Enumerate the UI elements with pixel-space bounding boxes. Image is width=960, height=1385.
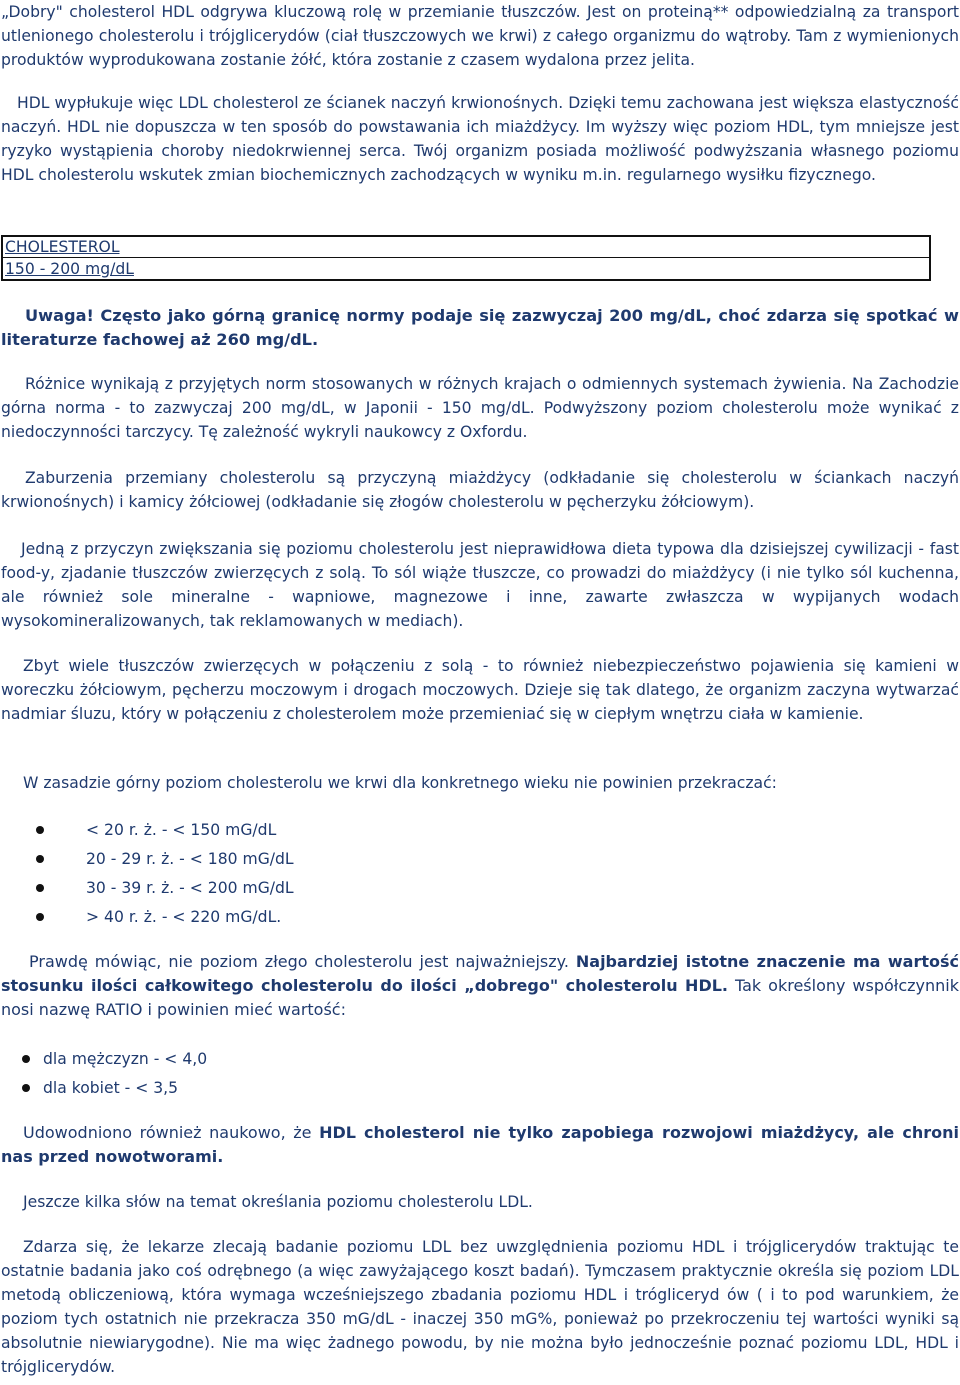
list-item: < 20 r. ż. - < 150 mG/dL [1, 816, 959, 845]
bullet-icon [36, 855, 44, 863]
disorders-text: Zaburzenia przemiany cholesterolu są przyczyną miażdżycy (odkładanie się cholesterolu w ściankach naczyń krwionośnych) i kamicy żółciowej (odkładanie się złogów cholesterolu w pęcherzyku żółciowym). [1, 469, 959, 511]
age-limits-list [1, 816, 959, 932]
warning-paragraph [1, 304, 959, 352]
hdl-paragraph [1, 91, 959, 187]
upper-level-text: W zasadzie górny poziom cholesterolu we krwi dla konkretnego wieku nie powinien przekraczać: [23, 774, 777, 792]
tumor-paragraph [1, 1121, 959, 1169]
ratio-list [1, 1045, 959, 1103]
ldl-heading-paragraph [1, 1190, 959, 1214]
fats-text: Zbyt wiele tłuszczów zwierzęcych w połączeniu z solą - to również niebezpieczeństwo pojawienia się kamieni w woreczku żółciowym, pęcherzu moczowym i drogach moczowych. Dzieje się tak dlatego, że organizm zaczyna wytwarzać nadmiar śluzu, który w połączeniu z cholesterolem może przemieniać się w ciepłym wnętrzu ciała w kamienie. [1, 657, 959, 723]
bullet-icon [36, 826, 44, 834]
ldl-paragraph [1, 1235, 959, 1379]
hdl-text: HDL wypłukuje więc LDL cholesterol ze ścianek naczyń krwionośnych. Dzięki temu zachowana jest większa elastyczność naczyń. HDL nie dopuszcza w ten sposób do powstawania ich miażdżycy. Im wyższy więc poziom HDL, tym mniejsze jest ryzyko wystąpienia choroby niedokrwiennej serca. Twój organizm posiada możliwość podwyższania własnego poziomu HDL cholesterolu wskutek zmian biochemicznych zachodzących w wyniku m.in. regularnego wysiłku fizycznego. [1, 94, 959, 184]
differences-text: Różnice wynikają z przyjętych norm stosowanych w różnych krajach o odmiennych systemach żywienia. Na Zachodzie górna norma - to zazwyczaj 200 mg/dL, w Japonii - 150 mg/dL. Podwyższony poziom cholesterolu może wynikać z niedoczynności tarczycy. Tę zależność wykryli naukowcy z Oxfordu. [1, 375, 959, 441]
list-item: 30 - 39 r. ż. - < 200 mG/dL [1, 874, 959, 903]
bullet-icon [22, 1055, 30, 1063]
disorders-paragraph [1, 466, 959, 514]
cholesterol-header: CHOLESTEROL [5, 238, 120, 256]
bullet-icon [36, 884, 44, 892]
tumor-intro: Udowodniono również naukowo, że [23, 1123, 320, 1142]
cholesterol-table [1, 235, 931, 281]
diet-paragraph [1, 537, 959, 633]
bullet-icon [36, 913, 44, 921]
list-item: > 40 r. ż. - < 220 mG/dL. [1, 903, 959, 932]
ldl-text: Zdarza się, że lekarze zlecają badanie poziomu LDL bez uwzględnienia poziomu HDL i trójglicerydów traktując te ostatnie badania jako coś odrębnego (a więc zawyżającego koszt badań). Tymczasem praktycznie określa się poziom LDL metodą obliczeniową, która wymaga wcześniejszego zbadania poziomu HDL i trógliceryd ów ( i to pod warunkiem, że poziom tych ostatnich nie przekracza 350 mG/dL - inaczej 350 mG%, ponieważ po przekroczeniu tej wartości wyniki są absolutnie niewiarygodne). Nie ma więc żadnego powodu, by nie można było jednocześnie poznać poziomu LDL, HDL i trójglicerydów. [1, 1238, 959, 1376]
ratio-emphasis: Najbardziej istotne znaczenie ma wartość stosunku ilości całkowitego cholesterolu do ilości „dobrego" cholesterolu HDL. [1, 952, 959, 995]
bullet-icon [22, 1084, 30, 1092]
warning-text: Często jako górną granicę normy podaje się zazwyczaj 200 mg/dL, choć zdarza się spotkać w literaturze fachowej aż 260 mg/dL. [1, 306, 959, 349]
intro-paragraph [1, 0, 959, 72]
ldl-heading-text: Jeszcze kilka słów na temat określania poziomu cholesterolu LDL. [23, 1193, 533, 1211]
ratio-tail: Tak określony współczynnik nosi nazwę RATIO i powinien mieć wartość: [1, 976, 960, 1019]
upper-level-paragraph [1, 771, 959, 795]
table-divider [3, 257, 929, 258]
intro-text: „Dobry" cholesterol HDL odgrywa kluczową rolę w przemianie tłuszczów. Jest on proteiną** odpowiedzialną za transport utlenionego cholesterolu i trójglicerydów (ciał tłuszczowych we krwi) z całego organizmu do wątroby. Tam z wymienionych produktów wyprodukowana zostanie żółć, która zostanie z czasem wydalona przez jelita. [1, 3, 959, 69]
diet-text: Jedną z przyczyn zwiększania się poziomu cholesterolu jest nieprawidłowa dieta typowa dla dzisiejszej cywilizacji - fast food-y, zjadanie tłuszczów zwierzęcych z solą. To sól wiąże tłuszcze, co prowadzi do miażdżycy (i nie tylko sól kuchenna, ale również sole mineralne - wapniowe, magnezowe i inne, zawarte zwłaszcza w wypijanych wodach wysokomineralizowanych, tak reklamowanych w mediach). [1, 540, 959, 630]
cholesterol-value: 150 - 200 mg/dL [5, 260, 134, 278]
list-item: dla kobiet - < 3,5 [1, 1074, 959, 1103]
list-item: 20 - 29 r. ż. - < 180 mG/dL [1, 845, 959, 874]
warning-label: Uwaga! [25, 306, 94, 325]
ratio-intro: Prawdę mówiąc, nie poziom złego cholesterolu jest najważniejszy. [29, 952, 576, 971]
tumor-emphasis: HDL cholesterol nie tylko zapobiega rozwojowi miażdżycy, ale chroni nas przed nowotworami. [1, 1123, 959, 1166]
ratio-paragraph [1, 950, 959, 1022]
list-item: dla mężczyzn - < 4,0 [1, 1045, 959, 1074]
differences-paragraph [1, 372, 959, 444]
fats-paragraph [1, 654, 959, 726]
